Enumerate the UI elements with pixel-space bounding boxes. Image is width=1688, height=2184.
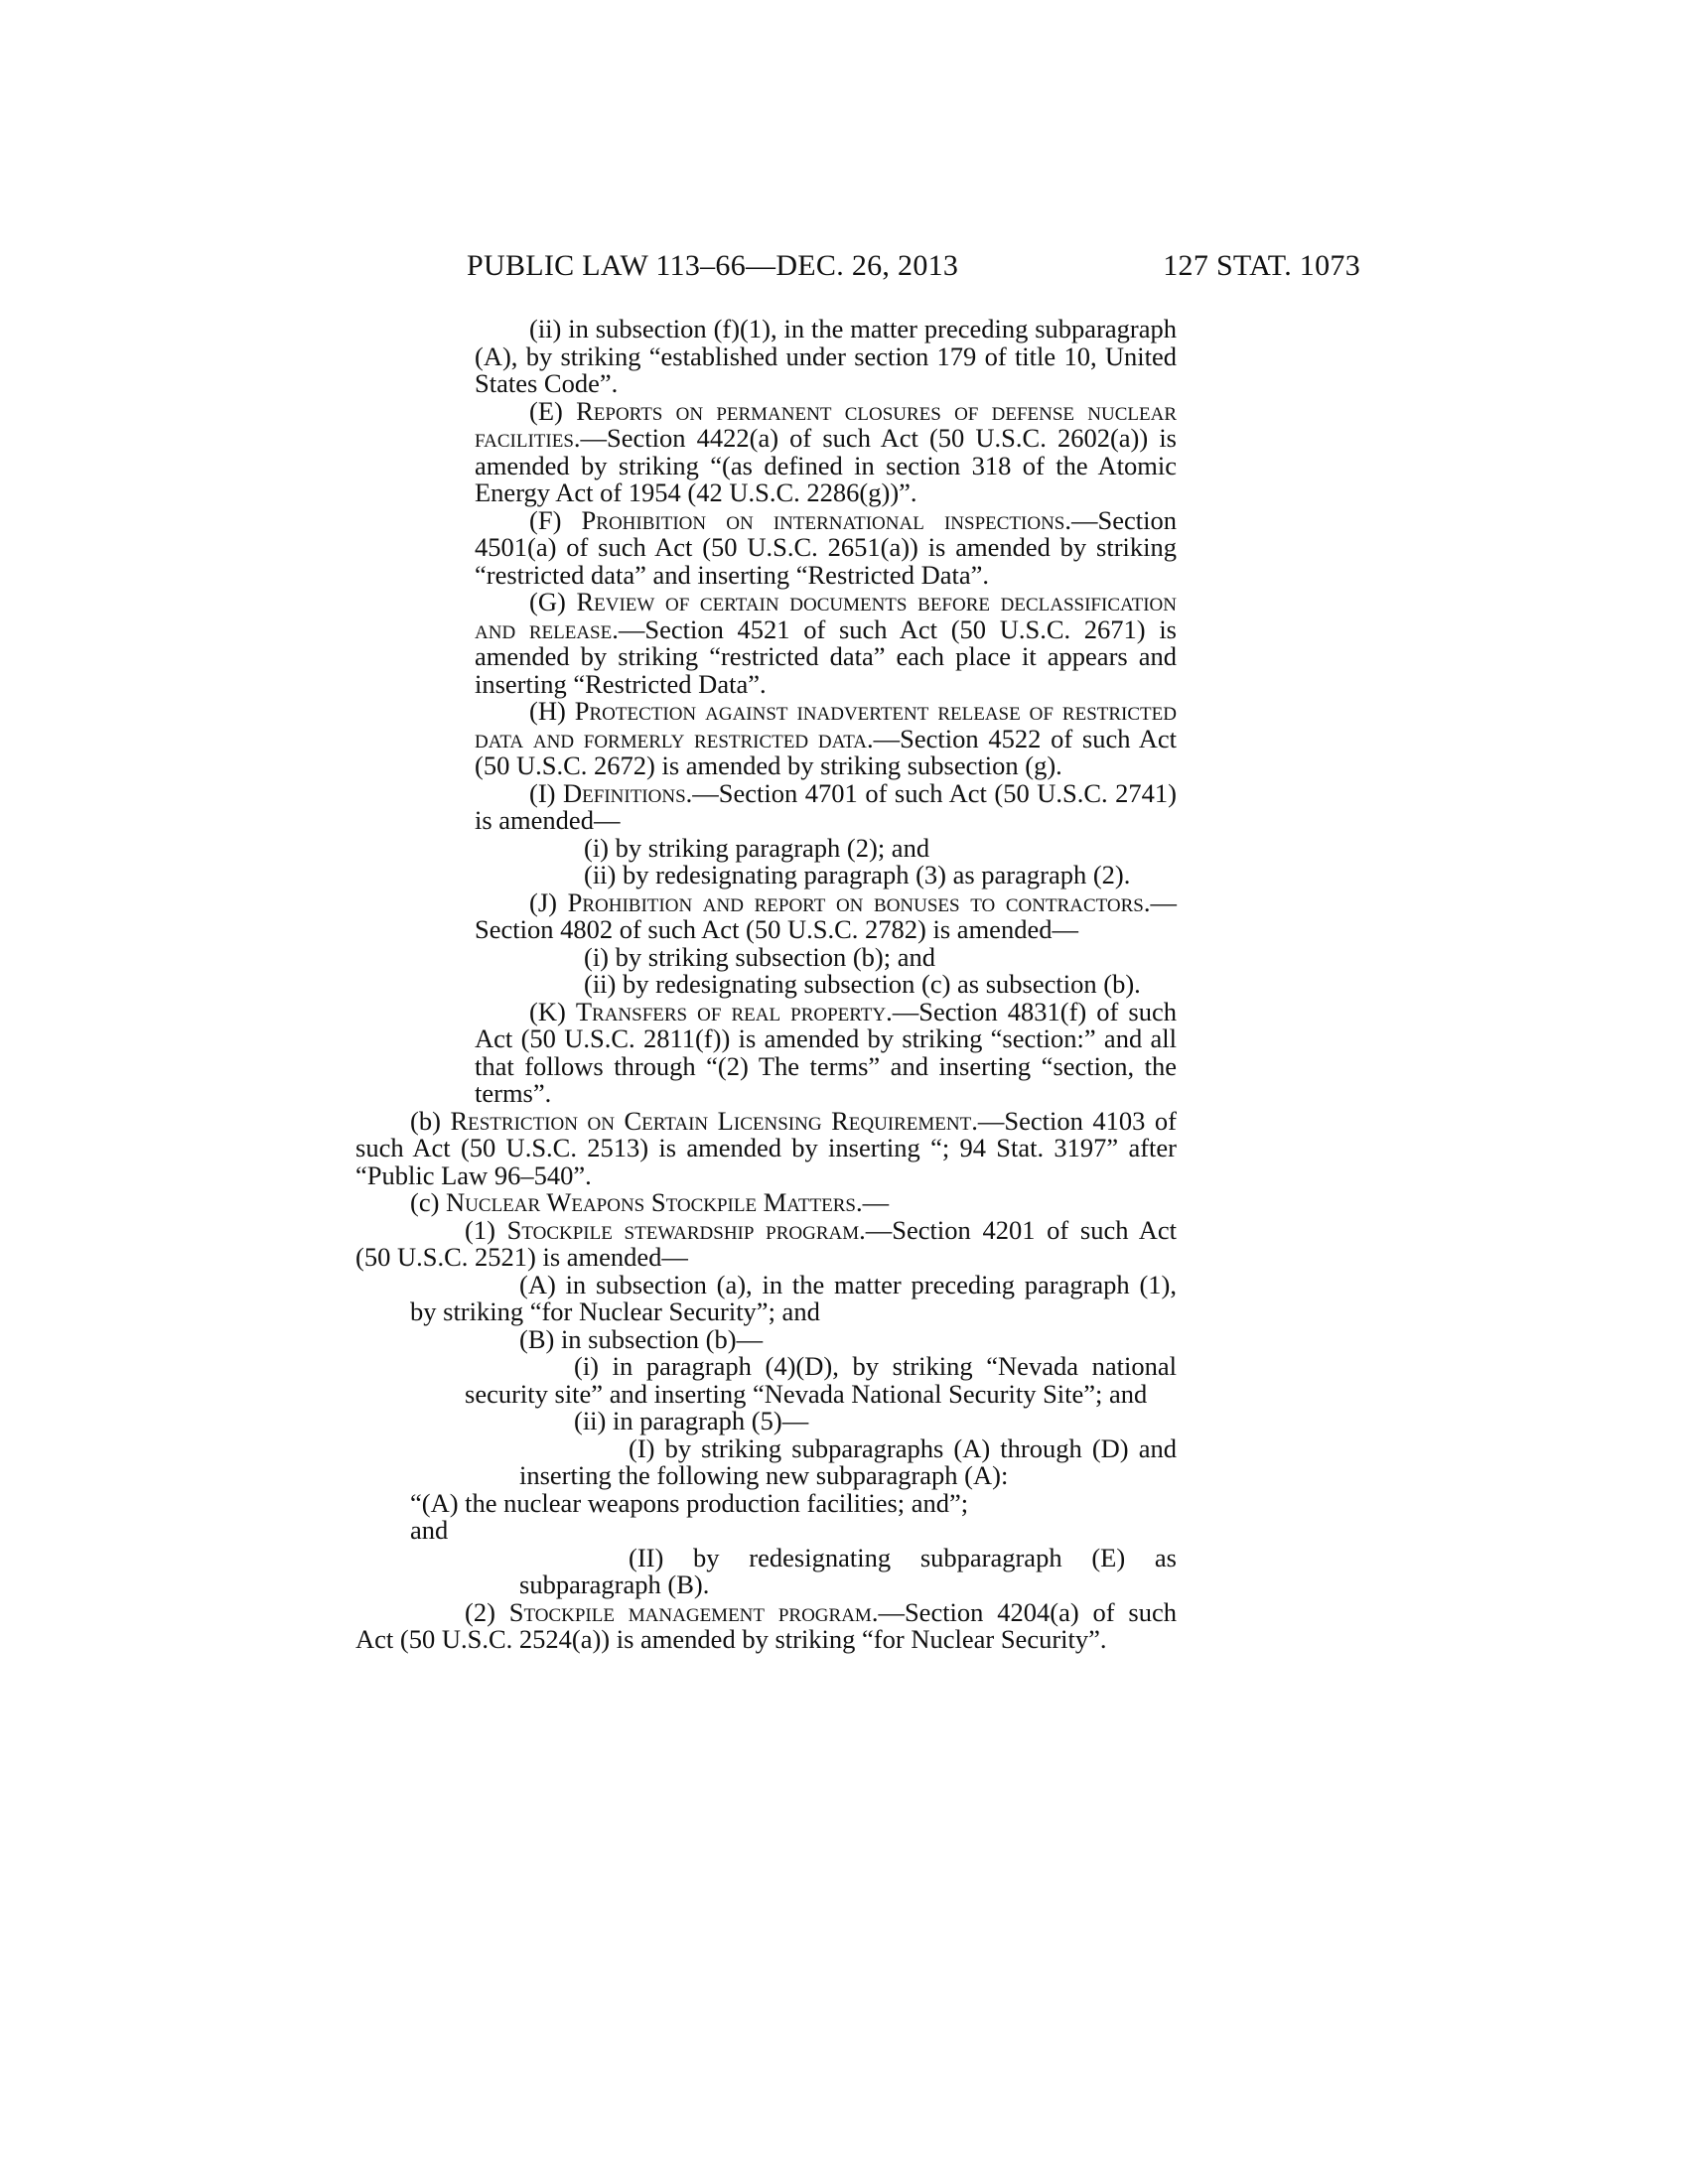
subparagraph-f-inspections: (F) Prohibition on international inspections.—Section 4501(a) of such Act (50 U.S.C. 2651(a)) is amended by striking “restricted data” and inserting “Restricted Data”. (475, 504, 1178, 590)
subsection-b-heading: Restriction on Certain Licensing Requirement (450, 1105, 972, 1136)
clause-i-strike-subsection: (i) by striking subsection (b); and (584, 941, 936, 972)
subparagraph-h-heading: Protection against inadvertent release of restricted data and formerly restricted data (475, 696, 1177, 753)
quoted-new-subparagraph-a: “(A) the nuclear weapons production facilities; and”; (410, 1487, 969, 1518)
subsection-c-heading: Nuclear Weapons Stockpile Matters (446, 1187, 856, 1217)
clause-ii-redesignate-subsection: (ii) by redesignating subsection (c) as subsection (b). (584, 969, 1141, 999)
subparagraph-a-subsection-a: (A) in subsection (a), in the matter preceding paragraph (1), by striking “for Nuclear Security”; and (410, 1269, 1177, 1326)
subparagraph-g-heading: Review of certain documents before declassification and release (475, 587, 1177, 644)
public-law-heading: PUBLIC LAW 113–66—DEC. 26, 2013 (467, 249, 959, 282)
subparagraph-f-heading: Prohibition on international inspections (581, 504, 1065, 535)
subsection-b-licensing: (b) Restriction on Certain Licensing Requirement.—Section 4103 of such Act (50 U.S.C. 2513) is amended by inserting “; 94 Stat. 3197” after “Public Law 96–540”. (355, 1105, 1178, 1190)
subparagraph-e-heading: Reports on permanent closures of defense nuclear facilities (475, 395, 1177, 453)
subparagraph-i-definitions: (I) Definitions.—Section 4701 of such Act (50 U.S.C. 2741) is amended— (475, 777, 1177, 835)
subparagraph-h-protection: (H) Protection against inadvertent release of restricted data and formerly restricted data.—Section 4522 of such Act (50 U.S.C. 2672) is amended by striking subsection (g). (475, 696, 1177, 780)
clause-ii-subsection-f1: (ii) in subsection (f)(1), in the matter preceding subparagraph (A), by striking “established under section 179 of title 10, United States Code”. (475, 314, 1177, 398)
subparagraph-k-heading: Transfers of real property (575, 996, 887, 1026)
paragraph-1-heading: Stockpile stewardship program (506, 1214, 860, 1245)
subsection-c-stockpile: (c) Nuclear Weapons Stockpile Matters.— (410, 1187, 890, 1217)
subparagraph-j-heading: Prohibition and report on bonuses to contractors (567, 887, 1144, 917)
conjunction-and: and (410, 1515, 449, 1545)
subclause-ii-redesignate: (II) by redesignating subparagraph (E) as subparagraph (B). (519, 1542, 1177, 1599)
subparagraph-e-reports: (E) Reports on permanent closures of defense nuclear facilities.—Section 4422(a) of such Act (50 U.S.C. 2602(a)) is amended by striking “(as defined in section 318 of the Atomic Energy Act of 1954 (42 U.S.C. 2286(g))”. (475, 395, 1177, 507)
clause-ii-paragraph-5: (ii) in paragraph (5)— (574, 1406, 809, 1435)
subparagraph-j-bonuses: (J) Prohibition and report on bonuses to contractors.—Section 4802 of such Act (50 U.S.C. 2782) is amended— (475, 887, 1177, 944)
statute-page-number: 127 STAT. 1073 (1163, 249, 1360, 282)
paragraph-2-heading: Stockpile management program (508, 1596, 872, 1627)
clause-i-paragraph-4d: (i) in paragraph (4)(D), by striking “Nevada national security site” and inserting “Nevada National Security Site”; and (465, 1351, 1177, 1409)
clause-ii-redesignate-paragraph: (ii) by redesignating paragraph (3) as paragraph (2). (584, 860, 1131, 889)
subparagraph-b-subsection-b: (B) in subsection (b)— (519, 1323, 764, 1354)
subparagraph-g-review: (G) Review of certain documents before declassification and release.—Section 4521 of such Act (50 U.S.C. 2671) is amended by striking “restricted data” each place it appears and inserting “Restricted Data”. (475, 587, 1177, 699)
statute-text (355, 316, 1177, 1654)
subparagraph-i-heading: Definitions (563, 777, 686, 808)
paragraph-1-stewardship: (1) Stockpile stewardship program.—Section 4201 of such Act (50 U.S.C. 2521) is amended— (355, 1214, 1177, 1272)
running-header (467, 246, 1360, 286)
paragraph-2-management: (2) Stockpile management program.—Section 4204(a) of such Act (50 U.S.C. 2524(a)) is amended by striking “for Nuclear Security”. (355, 1596, 1177, 1654)
subclause-i-strike-subparagraphs: (I) by striking subparagraphs (A) through (D) and inserting the following new subparagraph (A): (519, 1433, 1177, 1490)
clause-i-strike-paragraph: (i) by striking paragraph (2); and (584, 832, 930, 863)
subparagraph-k-real-property: (K) Transfers of real property.—Section 4831(f) of such Act (50 U.S.C. 2811(f)) is amended by striking “section:” and all that follows through “(2) The terms” and inserting “section, the terms”. (475, 996, 1177, 1108)
